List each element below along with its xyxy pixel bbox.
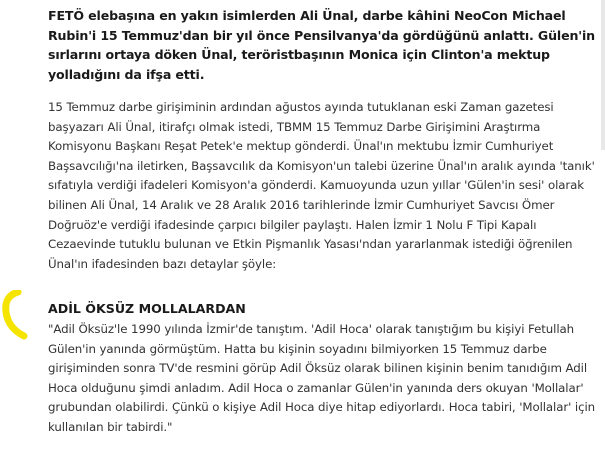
article-lead: FETÖ elebaşına en yakın isimlerden Ali Ünal, darbe kâhini NeoCon Michael Rubin'i 15 Temmuz'dan bir yıl önce Pensilvanya'da gördüğünü anlattı. Gülen'in sırlarını ortaya döken Ünal, teröristbaşının Monica için Clinton'a mektup yolladığını da ifşa etti. xyxy=(48,8,595,82)
yellow-highlight-mark xyxy=(0,290,30,340)
article-paragraph-1: 15 Temmuz darbe girişiminin ardından ağustos ayında tutuklanan eski Zaman gazetesi başyazarı Ali Ünal, itirafçı olmak istedi, TBMM 15 Temmuz Darbe Girişimini Araştırma Komisyonu Başkanı Reşat Petek'e mektup gönderdi. Ünal'ın mektubu İzmir Cumhuriyet Başsavcılığı'na iletirken, Başsavcılık da Komisyon'un talebi üzerine Ünal'ın aralık ayında 'tanık' sıfatıyla verdiği ifadeleri Komisyon'a gönderdi. Kamuoyunda uzun yıllar 'Gülen'in sesi' olarak bilinen Ali Ünal, 14 Aralık ve 28 Aralık 2016 tarihlerinde İzmir Cumhuriyet Savcısı Ömer Doğruöz'e verdiği ifadesinde çarpıcı bilgiler paylaştı. Halen İzmir 1 Nolu F Tipi Kapalı Cezaevinde tutuklu bulunan ve Etkin Pişmanlık Yasası'ndan yararlanmak istediği öğrenilen Ünal'ın ifadesinden bazı detaylar şöyle: xyxy=(48,100,595,271)
article-body xyxy=(48,6,596,434)
article-paragraph-2: "Adil Öksüz'le 1990 yılında İzmir'de tanıştım. 'Adil Hoca' olarak tanıştığım bu kişiyi Fetullah Gülen'in yanında görmüştüm. Hatta bu kişinin soyadını bilmiyorken 15 Temmuz darbe girişiminden sonra TV'de resmini görüp Adil Öksüz olarak bilinen kişinin benim tanıdığım Adil Hoca olduğunu şimdi anladım. Adil Hoca o zamanlar Gülen'in yanında ders okuyan 'Mollalar' grubundan olabilirdi. Çünkü o kişiye Adil Hoca diye hitap ediyorlardı. Hoca tabiri, 'Mollalar' için kullanılan bir tabirdi." xyxy=(48,322,596,434)
right-edge-rule xyxy=(601,0,605,150)
section-subheading: ADİL ÖKSÜZ MOLLALARDAN xyxy=(48,301,246,316)
